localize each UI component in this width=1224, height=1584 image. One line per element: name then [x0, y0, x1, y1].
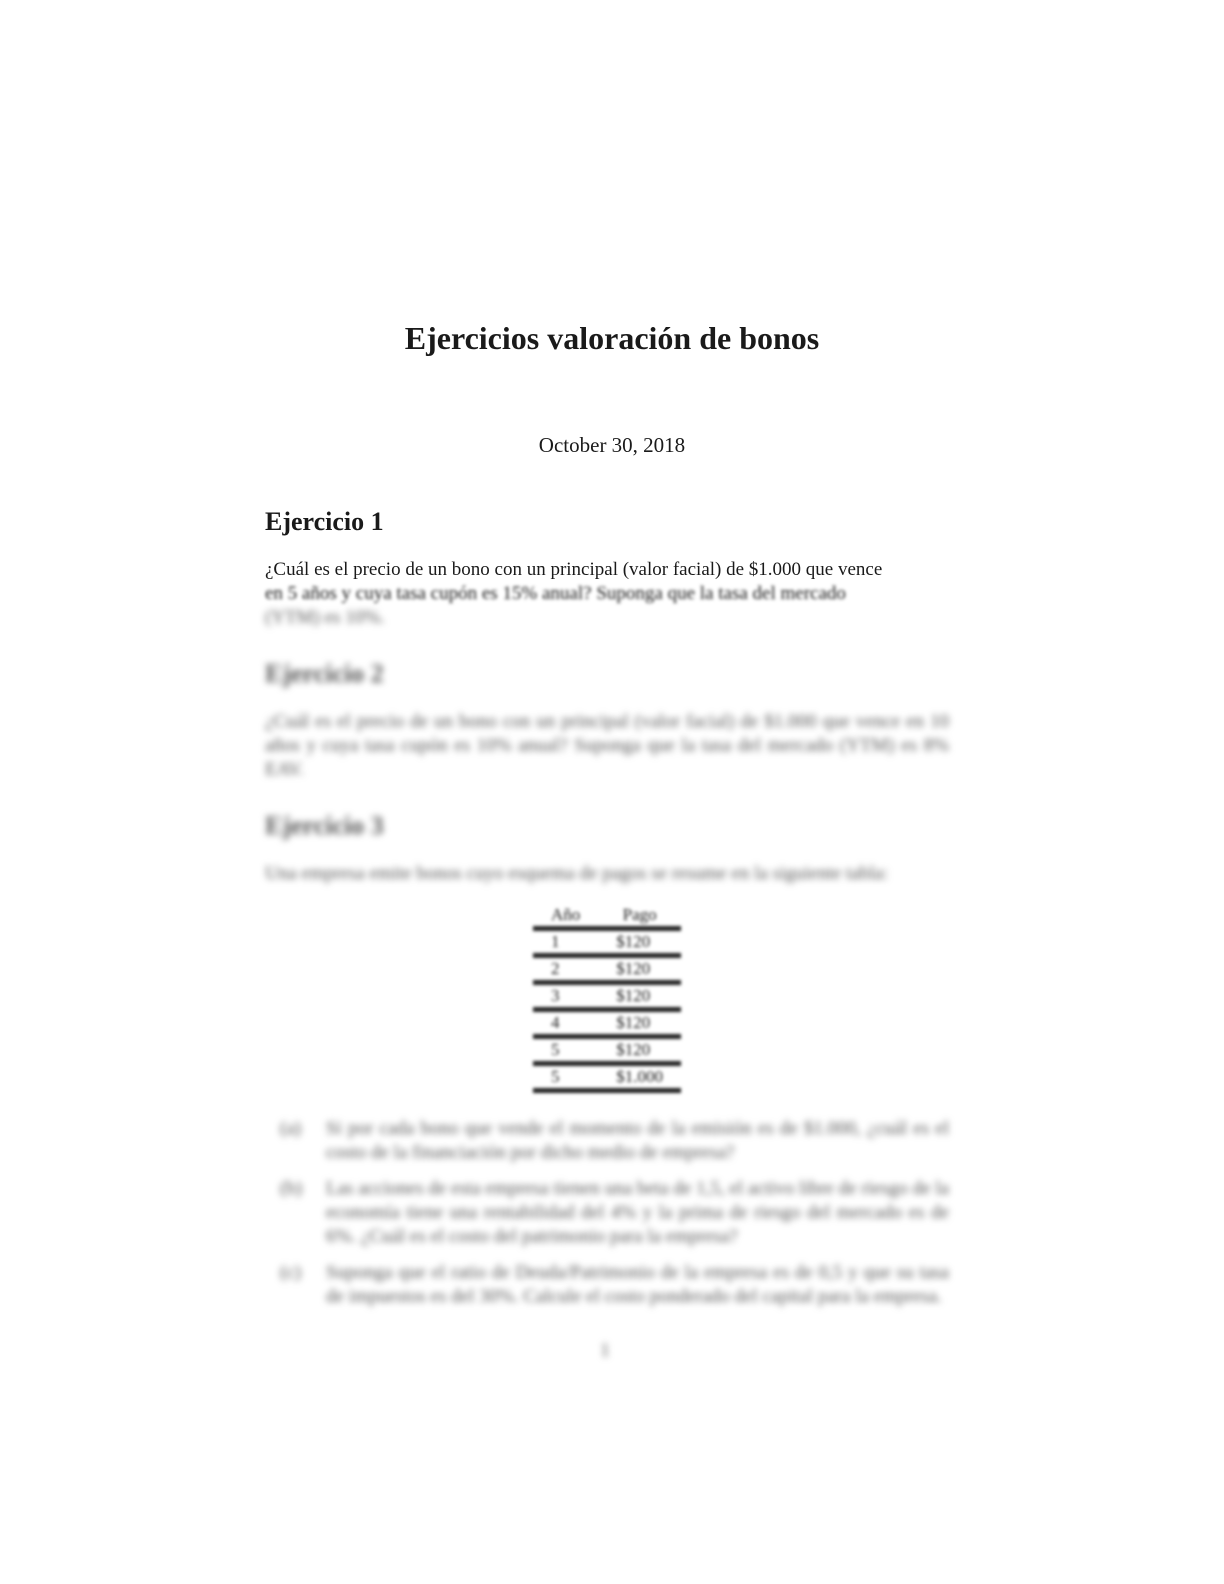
- exercise-2: [265, 658, 949, 782]
- exercise-1-line-2: en 5 años y cuya tasa cupón es 15% anual? Suponga que la tasa del mercado: [265, 583, 846, 604]
- payment-table: [265, 904, 949, 1093]
- list-item: [280, 1261, 949, 1309]
- table-row: [533, 1064, 681, 1091]
- document-date: October 30, 2018: [538, 433, 686, 457]
- table-header-payment: Pago: [622, 905, 657, 924]
- table-cell: $120: [616, 959, 651, 978]
- table-header-row: [533, 904, 681, 929]
- table-row: [533, 1037, 681, 1064]
- item-label: (c): [280, 1262, 302, 1283]
- exercise-2-heading: Ejercicio 2: [265, 659, 384, 688]
- document-title: Ejercicios valoración de bonos: [404, 320, 820, 356]
- list-item: [280, 1117, 949, 1165]
- table-header-year: Año: [550, 905, 581, 924]
- exercise-2-text: ¿Cuál es el precio de un bono con un principal (valor facial) de $1.000 que vence en 10 años y cuya tasa cupón es 10% anual? Suponga que la tasa del mercado (YTM) es 8% EAV.: [265, 711, 949, 780]
- table-row: [533, 1010, 681, 1037]
- table-cell: $120: [616, 986, 651, 1005]
- table-cell: 2: [550, 959, 560, 978]
- exercise-1-line-3: (YTM) es 10%.: [265, 607, 385, 628]
- table-cell: $120: [616, 932, 651, 951]
- table-cell: 3: [550, 986, 560, 1005]
- exercise-1-heading: Ejercicio 1: [265, 507, 384, 536]
- item-text: Las acciones de esta empresa tienen una beta de 1,5, el activo libre de riesgo de la economía tiene una rentabilidad del 4% y la prima de riesgo del mercado es de 6%. ¿Cuál es el costo del patrimonio para la empresa?: [326, 1178, 949, 1247]
- table-row: [533, 956, 681, 983]
- exercise-3-text: Una empresa emite bonos cuyo esquema de pagos se resume en la siguiente tabla:: [265, 863, 889, 884]
- document-body: [265, 506, 949, 1309]
- exercise-3-items: [280, 1117, 949, 1309]
- item-text: Si por cada bono que vende el momento de la emisión es de $1.000, ¿cuál es el costo de la financiación por dicho medio de empresa?: [326, 1118, 949, 1163]
- table-cell: 1: [550, 932, 560, 951]
- table-cell: 5: [550, 1040, 560, 1059]
- table-row: [533, 929, 681, 956]
- table-row: [533, 983, 681, 1010]
- table-cell: 4: [550, 1013, 560, 1032]
- table-cell: $120: [616, 1013, 651, 1032]
- item-label: (a): [280, 1118, 302, 1139]
- table-cell: 5: [550, 1067, 560, 1086]
- list-item: [280, 1177, 949, 1249]
- exercise-1: [265, 506, 949, 630]
- item-text: Suponga que el ratio de Deuda/Patrimonio de la empresa es de 0,5 y que su tasa de impuestos es del 30%. Calcule el costo ponderado del capital para la empresa.: [326, 1262, 949, 1307]
- table-cell: $120: [616, 1040, 651, 1059]
- exercise-3-heading: Ejercicio 3: [265, 811, 384, 840]
- exercise-3: [265, 810, 949, 886]
- exercise-1-line-1: ¿Cuál es el precio de un bono con un principal (valor facial) de $1.000 que vence: [265, 559, 883, 580]
- table-cell: $1.000: [616, 1067, 664, 1086]
- item-label: (b): [280, 1178, 303, 1199]
- page-number: 1: [600, 1340, 610, 1361]
